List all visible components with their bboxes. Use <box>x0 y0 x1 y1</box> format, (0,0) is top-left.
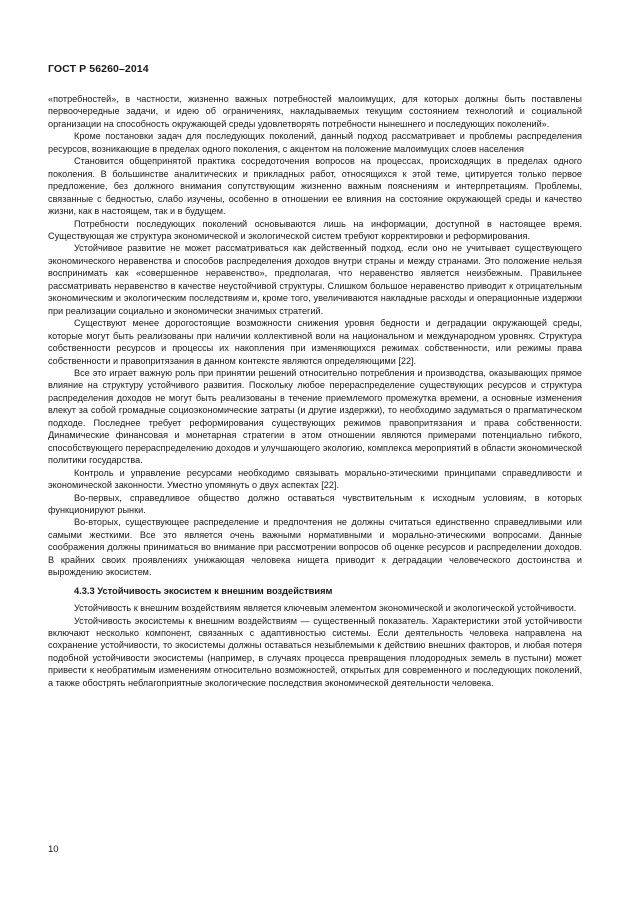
paragraph: Кроме постановки задач для последующих поколений, данный подход рассматривает и проблемы распределения ресурсов, возникающие в пределах одного поколения, с акцентом на положение малоимущих слоев населения <box>48 131 582 154</box>
paragraph: Устойчивость экосистемы к внешним воздействиям — существенный показатель. Характеристики этой устойчивости включают несколько компонент, связанных с адаптивностью системы. Если деятельность человека направлена на сохранение устойчивости, то экосистемы должны оставаться незыблемыми к действию внешних факторов, и любая потеря подобной устойчивости экосистемы (например, в случаях процесса превращения плодородных земель в пустыни) может привести к необратимым изменениям относительно возможностей, открытых для современного и последующих поколений, а также обострять неблагоприятные экологические последствия экономической деятельности человека. <box>48 615 582 688</box>
paragraph: Существуют менее дорогостоящие возможности снижения уровня бедности и деградации окружающей среды, которые могут быть реализованы при наличии коллективной воли на национальном и международном уровнях. Структура собственности ресурсов и процессы их накопления при изменяющихся режимах собственности, или режимы права собственности и правопритязания в данном контексте являются определяющими [22]. <box>48 318 582 366</box>
paragraph: Потребности последующих поколений основываются лишь на информации, доступной в настоящее время. Существующая же структура экономической и экологической систем требуют корректировки и реформирования. <box>48 218 582 241</box>
paragraph: Устойчивость к внешним воздействиям является ключевым элементом экономической и экологической устойчивости. <box>74 603 577 614</box>
paragraph: Во-вторых, существующее распределение и предпочтения не должны считаться единственно справедливыми или самыми жесткими. Все это является очень важными нормативными и морально-этическими вопросами. Данные соображения должны приниматься во внимание при рассмотрении вопросов об оценке ресурсов и распределении доходов. В крайних своих проявлениях унижающая человека нищета приводит к деградации человеческого достоинства и вырождению экосистем. <box>48 517 582 578</box>
section-heading: 4.3.3 Устойчивость экосистем к внешним воздействиям <box>74 585 333 596</box>
paragraph: Устойчивое развитие не может рассматриваться как действенный подход, если оно не учитывает существующего экономического неравенства и способов распределения доходов внутри страны и между странами. Это положение нельзя воспринимать как «совершенное неравенство», предполагая, что неравенство является неизбежным. Правильнее рассматривать неравенство в качестве неустойчивой структуры. Слишком большое неравенство приводит к отрицательным экономическим и экологическим последствиям и, кроме того, увеличиваются накладные расходы и операционные издержки при реализации социально и экономически значимых стратегий. <box>48 243 582 316</box>
document-header: ГОСТ Р 56260–2014 <box>48 63 149 75</box>
paragraph: Все это играет важную роль при принятии решений относительно потребления и производства, оказывающих прямое влияние на структуру устойчивого развития. Поскольку любое перераспределение существующих ресурсов и структура распределения доходов не могут быть реализованы в течение приемлемого промежутка времени, а основные изменения влекут за собой громадные социоэкономические затраты (и другие издержки), то необходимо задуматься о прагматическом подходе. Последнее требует реформирования существующих режимов правопритязания и права собственности. Динамические финансовая и монетарная стратегии в этом отношении являются примерами потенциально гибкого, способствующего перераспределению доходов и улучшающего экологию, комплекса мероприятий в области экономической политики государства. <box>48 367 582 466</box>
paragraph: Становится общепринятой практика сосредоточения вопросов на процессах, происходящих в пределах одного поколения. В большинстве аналитических и прикладных работ, относящихся к этой теме, цитируется только первое предложение, без должного внимания сопутствующим жизненно важным пояснениям и интерпретациям. Проблемы, связанные с бедностью, слабо изучены, особенно в отношении ее влияния на состояние окружающей среды и качество жизни, как в настоящем, так и в будущем. <box>48 156 582 217</box>
paragraph: Контроль и управление ресурсами необходимо связывать морально-этическими принципами справедливости и экономической законности. Уместно упомянуть о двух аспектах [22]. <box>48 467 582 491</box>
paragraph: Во-первых, справедливое общество должно оставаться чувствительным к исходным условиям, в которых функционируют рынки. <box>48 492 582 515</box>
page-number: 10 <box>48 844 59 855</box>
paragraph: «потребностей», в частности, жизненно важных потребностей малоимущих, для которых должны быть поставлены первоочередные задачи, и идею об ограничениях, накладываемых текущим состоянием технологий и социальной организации на способность окружающей среды удовлетворять потребности нынешнего и последующих поколений». <box>48 94 582 129</box>
document-body <box>48 93 582 689</box>
